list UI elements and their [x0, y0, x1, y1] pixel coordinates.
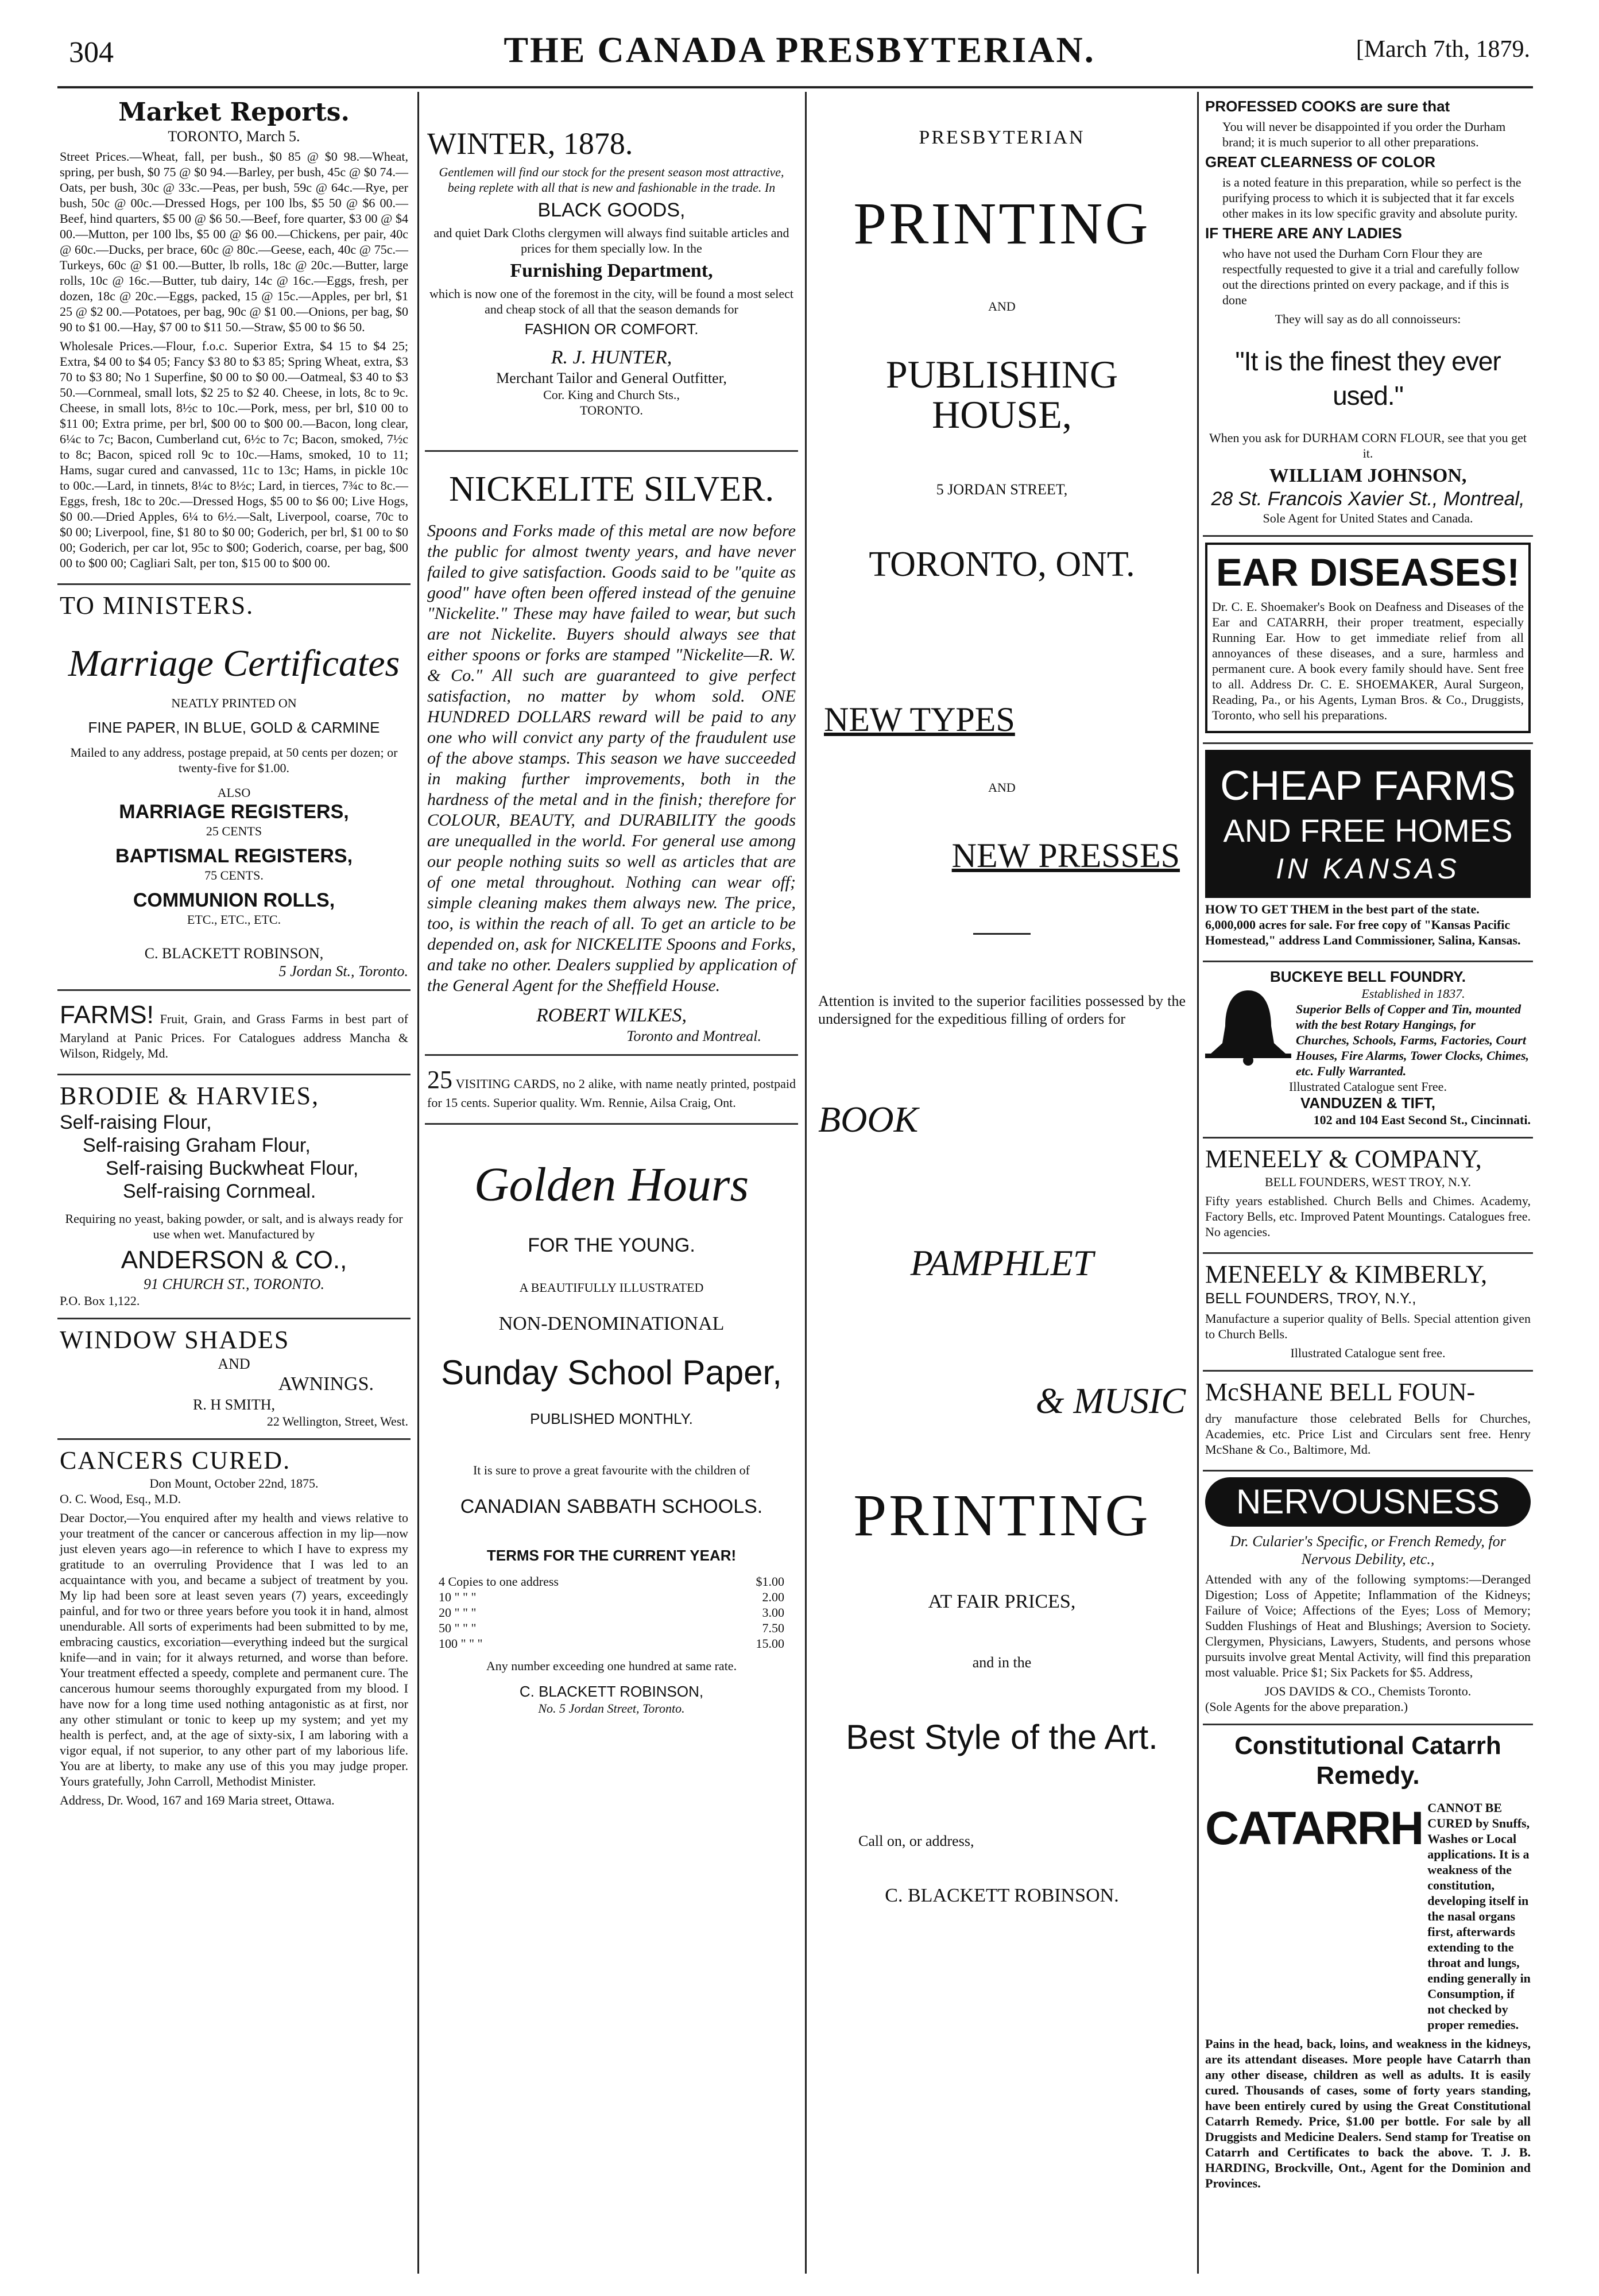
baptismal-registers: BAPTISMAL REGISTERS,: [115, 845, 353, 867]
farms-ad: [57, 991, 411, 1075]
farms-title: FARMS!: [60, 1001, 154, 1029]
issue-date: [March 7th, 1879.: [1356, 36, 1530, 63]
meneely1-sub: BELL FOUNDERS, WEST TROY, N.Y.: [1265, 1175, 1471, 1189]
hunter-name: R. J. HUNTER,: [551, 347, 672, 368]
flour-line-3: Self-raising Buckwheat Flour,: [106, 1157, 359, 1179]
terms-row: 50 " " " 7.50: [439, 1621, 784, 1635]
anderson-name: ANDERSON & CO.,: [121, 1246, 347, 1274]
book-label: BOOK: [818, 1099, 919, 1140]
furnishing-dept: Furnishing Department,: [510, 260, 713, 281]
black-goods: BLACK GOODS,: [537, 199, 686, 221]
in-kansas: IN KANSAS: [1276, 853, 1460, 885]
johnson-address: 28 St. Francois Xavier St., Montreal,: [1211, 488, 1525, 510]
hunter-addr-2: TORONTO.: [580, 403, 643, 417]
meneely2-catalogue: Illustrated Catalogue sent free.: [1290, 1346, 1446, 1360]
mcshane-ad: [1203, 1372, 1533, 1472]
also-label: ALSO: [217, 785, 251, 800]
column-1: [57, 92, 411, 2274]
market-reports: [57, 92, 411, 585]
finest-quote: "It is the finest they ever used.": [1235, 346, 1501, 411]
shades-and: AND: [218, 1356, 250, 1372]
street-prices: Street Prices.—Wheat, fall, per bush., $0 85 @ $0 98.—Wheat, spring, per bush, $0 75 @ $0 94.—Barley, per bush, 45c @ $0 74.—Oats, per bush, 30c @ 33c.—Peas, per bush, 59c @ 64c.—Rye, per bush, 50c @ 00c.—Dressed Hogs, per 100 lbs, $5 50 @ $6 00.—Beef, hind quarters, $5 00 @ $6 50.—Beef, fore quarter, $3 00 @ $4 00.—Mutton, per 100 lbs, $5 00 @ $6 00.—Chickens, per pair, 40c @ 60c.—Ducks, per brace, 60c @ 80c.—Geese, each, 40c @ 75c.—Turkeys, 60c @ $1 00.—Butter, lb rolls, 18c @ 20c.—Butter, large rolls, 10c @ 16c.—Butter, tub dairy, 14c @ 16c.—Eggs, fresh, per dozen, 18c @ 20c.—Eggs, packed, 15 @ 15c.—Apples, per brl, $1 25 @ $2 00.—Potatoes, per bag, 90c @ $1 00.—Onions, per bag, $0 90 to $1 00.—Hay, $7 00 to $11 50.—Straw, $5 00 to $6 50.: [60, 149, 408, 334]
shades-title: WINDOW SHADES: [60, 1326, 290, 1354]
winter-text-3: which is now one of the foremost in the city, will be found a most select and cheap stock of all that the season demands for: [429, 286, 793, 316]
cooks-h3: IF THERE ARE ANY LADIES: [1205, 224, 1402, 242]
page-header: [0, 0, 1599, 86]
catarrh-text: Pains in the head, back, loins, and weakness in the kidneys, are its attendant diseases. More people have Catarrh than any other disease, children as well as adults. It is easily cured. Thousands of cases, some of forty years standing, have been entirely cured by using the Great Constitutional Catarrh Remedy. Price, $1.00 per bottle. For sale by all Druggists and Medicine Dealers. Send stamp for Treatise on Catarrh and Certificates to back the above. T. J. B. HARDING, Brockville, Ont., Agent for the Dominion and Provinces.: [1205, 2036, 1531, 2190]
cooks-t5: When you ask for DURHAM CORN FLOUR, see that you get it.: [1209, 431, 1527, 460]
catarrh-side: CANNOT BE CURED by Snuffs, Washes or Local applications. It is a weakness of the constitution, developing itself in the nasal organs first, afterwards extending to the throat and lungs, ending generally in Consumption, if not checked by proper remedies.: [1427, 1801, 1531, 2032]
jordan-street: 5 JORDAN STREET,: [936, 481, 1068, 498]
visiting-num: 25: [427, 1066, 452, 1094]
marriage-registers: MARRIAGE REGISTERS,: [119, 801, 349, 823]
printing-heading-2: PRINTING: [853, 1482, 1151, 1548]
baptismal-price: 75 CENTS.: [204, 868, 264, 882]
column-rule: [1197, 92, 1199, 2274]
flour-line-2: Self-raising Graham Flour,: [83, 1135, 311, 1156]
cooks-t2: is a noted feature in this preparation, while so perfect is the purifying process to which it is subjected that it far excels other makes in its low specific gravity and absolute purity.: [1222, 175, 1521, 220]
flour-line-4: Self-raising Cornmeal.: [123, 1180, 316, 1202]
golden-beautifully: A BEAUTIFULLY ILLUSTRATED: [519, 1280, 704, 1295]
call-on: Call on, or address,: [858, 1833, 974, 1849]
golden-publisher: C. BLACKETT ROBINSON,: [519, 1683, 704, 1700]
terms-table: [427, 1574, 796, 1651]
golden-terms: TERMS FOR THE CURRENT YEAR!: [486, 1547, 737, 1564]
publisher-name: C. BLACKETT ROBINSON,: [144, 945, 324, 962]
new-presses: NEW PRESSES: [951, 837, 1180, 874]
golden-nondenom: NON-DENOMINATIONAL: [498, 1313, 725, 1334]
durham-flour-ad: [1203, 92, 1533, 537]
printing-house-ad: [812, 92, 1191, 1925]
johnson-agent: Sole Agent for United States and Canada.: [1263, 511, 1473, 525]
divider: [973, 933, 1031, 935]
farms-text: Fruit, Grain, and Grass Farms in best part of Maryland at Panic Prices. For Catalogues address Mancha & Wilson, Ridgely, Md.: [60, 1012, 409, 1060]
pamphlet-label: PAMPHLET: [910, 1242, 1094, 1283]
free-homes: AND FREE HOMES: [1223, 812, 1513, 849]
johnson-name: WILLIAM JOHNSON,: [1269, 465, 1467, 486]
cooks-t1: You will never be disappointed if you order the Durham brand; it is much superior to all other preparations.: [1222, 119, 1506, 149]
nickelite-title: NICKELITE SILVER.: [449, 470, 774, 509]
cancers-title: CANCERS CURED.: [60, 1446, 291, 1474]
golden-exceeding: Any number exceeding one hundred at same rate.: [486, 1659, 737, 1673]
shades-address: 22 Wellington, Street, West.: [266, 1414, 408, 1428]
nickelite-body: Spoons and Forks made of this metal are now before the public for almost twenty years, and have never failed to give satisfaction. Goods said to be "quite as good" have often been offered instead of the genuine "Nickelite." These may have failed to wear, but such are not Nickelite. Buyers should always see that either spoons or forks are stamped "Nickelite—R. W. & Co." All such are guaranteed to give perfect satisfaction, no matter by whom sold. ONE HUNDRED DOLLARS reward will be paid to any one who will convict any party of the fraudulent use of the above stamps. This season we have succeeded in making further improvements, both in the hardness of the metal and in the finish; therefore for COLOUR, BEAUTY, and DURABILITY the goods are unequalled in the world. For general use among our people nothing suits so well as articles that are of one metal throughout. Nothing can wear off; simple cleaning makes them always new. The price, too, is within the reach of all. To get an article to be depended on, ask for NICKELITE Spoons and Forks, and take no other. Dealers supplied by application of the General Agent for the Sheffield House.: [427, 521, 796, 995]
etc-label: ETC., ETC., ETC.: [187, 912, 281, 927]
meneely1-title: MENEELY & COMPANY,: [1205, 1145, 1482, 1173]
cooks-t3: who have not used the Durham Corn Flour they are respectfully requested to give it a trial and carefully follow out the directions printed on every package, and if this is done: [1222, 246, 1520, 307]
kansas-text: HOW TO GET THEM in the best part of the state. 6,000,000 acres for sale. For free copy of "Kansas Pacific Homestead," address Land Commissioner, Salina, Kansas.: [1205, 902, 1521, 947]
winter-title: WINTER, 1878.: [427, 126, 633, 161]
anderson-street: 91 CHURCH ST., TORONTO.: [144, 1276, 324, 1292]
visiting-cards-ad: [425, 1056, 798, 1125]
cancers-to: O. C. Wood, Esq., M.D.: [60, 1492, 181, 1506]
nervous-remedy: Dr. Cularier's Specific, or French Remedy, for Nervous Debility, etc.,: [1230, 1533, 1506, 1567]
certificates-heading: Marriage Certificates: [68, 642, 400, 684]
wilkes-place: Toronto and Montreal.: [626, 1028, 761, 1044]
brodie-ad: [57, 1075, 411, 1319]
meneely-kimberly-ad: [1203, 1254, 1533, 1372]
wholesale-prices: Wholesale Prices.—Flour, f.o.c. Superior Extra, $4 15 to $4 25; Extra, $4 00 to $4 05; Fancy $3 80 to $3 85; Spring Wheat, extra, $3 70 to $3 80; No 1 Superfine, $0 00 to $0 00.—Oatmeal, $3 40 to $3 50.—Cornmeal, small lots, $2 25 to $2 40. Cheese, in lots, 8c to 9c. Cheese, in small lots, 8½c to 10c.—Pork, mess, per brl, $10 00 to $11 00; Extra prime, per brl, $00 00 to $00 00.—Bacon, long clear, 6¼c to 7c; Bacon, Cumberland cut, 6½c to 7c; Bacon, smoked, 7½c to 8c; Bacon, spiced roll 9c to 10c.—Hams, smoked, 10 to 11; Hams, sugar cured and canvassed, 11c to 13c; Hams, in pickle 10c to 00c.—Lard, in tinnets, 8¼c to 8½c; Lard, in tierces, 7¾c to 8c.—Eggs, fresh, 18c to 20c.—Dressed Hogs, $5 00 to $6 00; Live Hogs, $0 00.—Dried Apples, 6¼ to 6½.—Salt, Liverpool, coarse, 70c to $0 00; Liverpool, fine, $1 80 to $0 00; Goderich, per brl, $1 00 to $0 00; Goderich, per car lot, 95c to $00; Goderich, coarse, per bag, $00 00 to $00 00; Cagliari Salt, per ton, $15 00 to $00 00.: [60, 339, 408, 570]
anderson-box: P.O. Box 1,122.: [60, 1294, 140, 1308]
mcshane-text: dry manufacture those celebrated Bells for Churches, Academies, etc. Price List and Circulars sent free. Henry McShane & Co., Baltimore, Md.: [1205, 1411, 1531, 1457]
golden-schools: CANADIAN SABBATH SCHOOLS.: [460, 1496, 763, 1517]
terms-row: 10 " " " 2.00: [439, 1590, 784, 1604]
winter-text-2: and quiet Dark Cloths clergymen will always find suitable articles and prices for them specially low. In the: [433, 226, 789, 255]
nickelite-ad: [425, 452, 798, 1056]
wilkes-name: ROBERT WILKES,: [536, 1005, 687, 1026]
header-rule: [57, 86, 1533, 88]
bell-icon: [1205, 986, 1291, 1066]
column-2: [425, 92, 798, 2274]
cancers-address: Address, Dr. Wood, 167 and 169 Maria street, Ottawa.: [60, 1793, 335, 1807]
catarrh-ad: [1203, 1725, 1533, 2200]
terms-row: 20 " " " 3.00: [439, 1605, 784, 1620]
fair-prices: AT FAIR PRICES,: [928, 1591, 1076, 1612]
golden-sure: It is sure to prove a great favourite with the children of: [473, 1463, 750, 1477]
buckeye-catalogue: Illustrated Catalogue sent Free.: [1289, 1079, 1447, 1094]
registers-price: 25 CENTS: [206, 824, 262, 838]
visiting-text: VISITING CARDS, no 2 alike, with name neatly printed, postpaid for 15 cents. Superior quality. Wm. Rennie, Ailsa Craig, Ont.: [427, 1077, 796, 1110]
kansas-banner: [1205, 750, 1531, 898]
cooks-t4: They will say as do all connoisseurs:: [1275, 312, 1461, 326]
golden-hours-ad: [425, 1125, 798, 1728]
winter-text-1: Gentlemen will find our stock for the present season most attractive, being replete with all that is new and fashionable in the trade. In: [439, 165, 784, 195]
shades-name: R. H SMITH,: [192, 1396, 275, 1413]
neatly-printed: NEATLY PRINTED ON: [171, 696, 297, 710]
buckeye-bell-ad: [1203, 962, 1533, 1139]
column-rule: [805, 92, 807, 2274]
cancers-body: Dear Doctor,—You enquired after my health and views relative to your treatment of the cancer or cancerous affection in my lip—now just eleven years ago—in reference to which I have to express my gratitude to an overruling Providence that I was led to an acquaintance with you, and became a subject of treatment by you. My lip had been sore at least seven years (7) years, exceedingly painful, and for two or three years before you took it in hand, almost unendurable. All sorts of experiments had been submitted to by me, embracing caustics, excoriation—everything indeed but the surgical knife—and in vain; for it always returned, and worse than before. Your treatment effected a speedy, complete and permanent cure. The cancerous humour seems thoroughly expurgated from my blood. I have now for a long time used nothing antagonistic as at first, nor any other stimulant or tonic to keep up my system; and yet my health is perfect, and, at the age of sixty-six, I am laboring with a vigor equal, if not superior, to any other part of my laborious life. You are at liberty, to make any use of this you may judge proper. Yours gratefully, John Carroll, Methodist Minister.: [60, 1511, 408, 1788]
page-number: 304: [69, 36, 114, 69]
hunter-addr-1: Cor. King and Church Sts.,: [543, 388, 680, 402]
meneely2-text: Manufacture a superior quality of Bells. Special attention given to Church Bells.: [1205, 1311, 1531, 1341]
fashion-comfort: FASHION OR COMFORT.: [524, 320, 699, 338]
presbyterian-label: PRESBYTERIAN: [919, 127, 1085, 148]
paper-line: FINE PAPER, IN BLUE, GOLD & CARMINE: [88, 719, 380, 736]
ear-title: EAR DISEASES!: [1216, 551, 1520, 594]
market-place-date: TORONTO, March 5.: [168, 128, 300, 145]
and-1: AND: [988, 299, 1016, 313]
brodie-title: BRODIE & HARVIES,: [60, 1082, 320, 1110]
toronto-ont: TORONTO, ONT.: [869, 545, 1135, 584]
attention-text: Attention is invited to the superior facilities possessed by the undersigned for the expeditious filling of orders for: [818, 993, 1186, 1027]
meneely1-text: Fifty years established. Church Bells and Chimes. Academy, Factory Bells, etc. Improved Patent Mountings. Catalogues free. No agencies.: [1205, 1194, 1531, 1239]
buckeye-text: Superior Bells of Copper and Tin, mounted with the best Rotary Hangings, for Churches, Schools, Farms, Factories, Court Houses, Fire Alarms, Tower Clocks, Chimes, etc. Fully Warranted.: [1296, 1002, 1530, 1078]
meneely2-sub: BELL FOUNDERS, TROY, N.Y.,: [1205, 1290, 1416, 1307]
ministers-title: TO MINISTERS.: [60, 591, 254, 620]
cheap-farms: CHEAP FARMS: [1220, 763, 1516, 809]
cancers-dateline: Don Mount, October 22nd, 1875.: [149, 1476, 319, 1490]
cancers-ad: [57, 1440, 411, 1817]
ear-text: Dr. C. E. Shoemaker's Book on Deafness and Diseases of the Ear and CATARRH, their proper treatment, especially Running Ear. How to get immediate relief from all annoyances of these diseases, and a sure, harmless and permanent cure. A book every family should have. Sent free to all. Address Dr. C. E. SHOEMAKER, Aural Surgeon, Reading, Pa., or his Agents, Lyman Bros. & Co., Druggists, Toronto, who sell his preparations.: [1212, 599, 1524, 722]
best-style: Best Style of the Art.: [846, 1718, 1158, 1756]
new-types: NEW TYPES: [824, 700, 1015, 738]
c3-publisher: C. BLACKETT ROBINSON.: [885, 1885, 1119, 1906]
brodie-text: Requiring no yeast, baking powder, or salt, and is always ready for use when wet. Manufactured by: [65, 1211, 403, 1241]
buckeye-address: 102 and 104 East Second St., Cincinnati.: [1313, 1113, 1531, 1127]
golden-title: Golden Hours: [474, 1158, 749, 1211]
shades-awnings: AWNINGS.: [278, 1373, 374, 1395]
nervousness-ad: [1203, 1472, 1533, 1725]
market-title: Market Reports.: [118, 98, 350, 127]
mcshane-title: McSHANE BELL FOUN-: [1205, 1378, 1476, 1406]
nervous-agent: (Sole Agents for the above preparation.): [1205, 1699, 1408, 1714]
golden-for: FOR THE YOUNG.: [528, 1234, 695, 1256]
winter-ad: [425, 92, 798, 452]
column-4: [1203, 92, 1533, 2274]
catarrh-big: CATARRH: [1205, 1802, 1423, 1854]
meneely-company-ad: [1203, 1139, 1533, 1254]
nervous-text: Attended with any of the following symptoms:—Deranged Digestion; Loss of Appetite; Inflammation of the Kidneys; Failure of Voice; Affections of the Eyes; Loss of Memory; Sudden Flushings of Heat and Blushings; Aversion to Society. Clergymen, Physicians, Lawyers, Students, and persons whose pursuits involve great Mental Activity, will find this preparation most valuable. Price $1; Six Packets for $5. Address,: [1205, 1572, 1531, 1679]
printing-heading: PRINTING: [853, 191, 1151, 257]
golden-address: No. 5 Jordan Street, Toronto.: [538, 1701, 685, 1716]
communion-rolls: COMMUNION ROLLS,: [133, 889, 335, 911]
terms-row: 4 Copies to one address $1.00: [439, 1574, 784, 1589]
buckeye-est: Established in 1837.: [1361, 986, 1465, 1001]
cooks-h2: GREAT CLEARNESS OF COLOR: [1205, 153, 1436, 171]
nervous-name: JOS DAVIDS & CO., Chemists Toronto.: [1264, 1684, 1472, 1698]
nervous-banner: [1205, 1477, 1531, 1527]
meneely2-title: MENEELY & KIMBERLY,: [1205, 1260, 1488, 1288]
ministers-ad: [57, 585, 411, 991]
publishing-house: PUBLISHING HOUSE,: [885, 353, 1118, 436]
hunter-role: Merchant Tailor and General Outfitter,: [496, 370, 727, 386]
and-in-the: and in the: [972, 1654, 1032, 1671]
publisher-address: 5 Jordan St., Toronto.: [278, 963, 408, 979]
column-3: [812, 92, 1191, 2274]
terms-row: 100 " " " 15.00: [439, 1636, 784, 1651]
window-shades-ad: [57, 1319, 411, 1440]
kansas-farms-ad: [1203, 744, 1533, 962]
buckeye-name: VANDUZEN & TIFT,: [1300, 1094, 1435, 1112]
and-2: AND: [988, 780, 1016, 795]
golden-published: PUBLISHED MONTHLY.: [530, 1410, 693, 1427]
catarrh-title: Constitutional Catarrh Remedy.: [1234, 1732, 1501, 1790]
golden-paper: Sunday School Paper,: [441, 1353, 782, 1392]
mailed-text: Mailed to any address, postage prepaid, at 50 cents per dozen; or twenty-five for $1.00.: [70, 745, 398, 775]
column-rule: [417, 92, 419, 2274]
music-label: & MUSIC: [1035, 1380, 1186, 1421]
cooks-h1: PROFESSED COOKS are sure that: [1205, 98, 1450, 115]
nervous-title: NERVOUSNESS: [1236, 1482, 1500, 1521]
flour-line-1: Self-raising Flour,: [60, 1112, 212, 1133]
ear-diseases-ad: [1203, 537, 1533, 744]
newspaper-title: THE CANADA PRESBYTERIAN.: [504, 29, 1095, 70]
buckeye-title: BUCKEYE BELL FOUNDRY.: [1270, 968, 1466, 985]
